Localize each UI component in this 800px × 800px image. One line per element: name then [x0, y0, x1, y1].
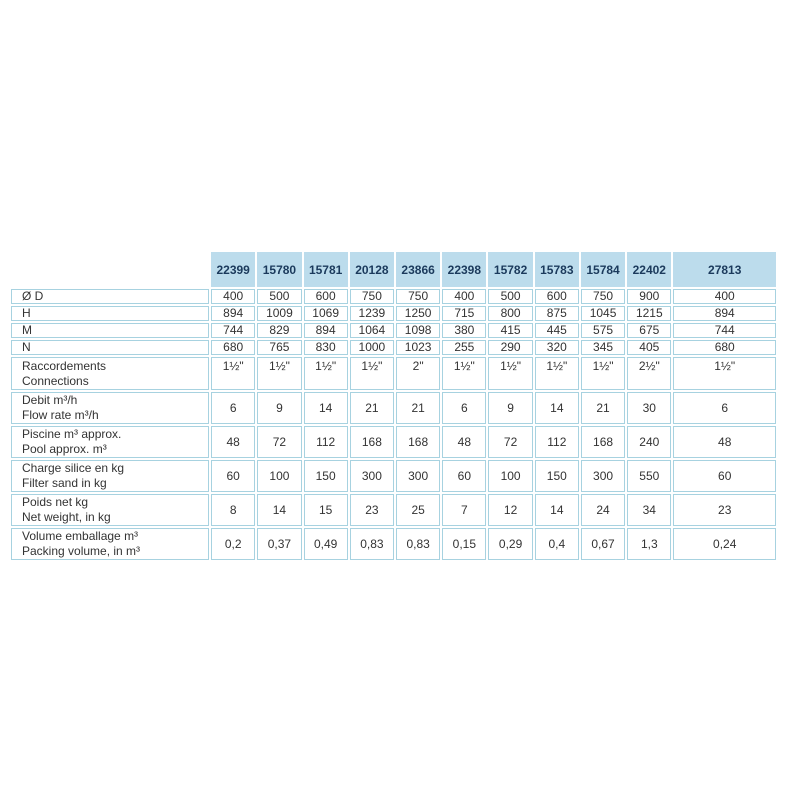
table-cell: 1½"	[442, 357, 486, 390]
model-header: 15783	[535, 252, 579, 287]
table-cell: 112	[535, 426, 579, 458]
table-cell: 1,3	[627, 528, 671, 560]
table-cell: 1239	[350, 306, 394, 321]
row-label-line: Debit m³/h	[22, 393, 78, 407]
table-cell: 112	[304, 426, 348, 458]
table-cell: 1023	[396, 340, 440, 355]
table-cell: 400	[442, 289, 486, 304]
table-cell: 1069	[304, 306, 348, 321]
table-cell: 900	[627, 289, 671, 304]
table-cell: 23	[350, 494, 394, 526]
table-cell: 1098	[396, 323, 440, 338]
table-cell: 1½"	[211, 357, 255, 390]
table-cell: 765	[257, 340, 301, 355]
table-cell: 300	[581, 460, 625, 492]
table-row	[11, 340, 776, 355]
header-corner	[11, 252, 209, 287]
model-header: 15780	[257, 252, 301, 287]
table-cell: 0,4	[535, 528, 579, 560]
table-row	[11, 357, 776, 390]
table-cell: 48	[442, 426, 486, 458]
table-cell: 715	[442, 306, 486, 321]
row-label	[11, 323, 209, 338]
table-cell: 21	[350, 392, 394, 424]
table-cell: 0,29	[488, 528, 532, 560]
table-cell: 0,83	[396, 528, 440, 560]
table-cell: 1½"	[257, 357, 301, 390]
table-cell: 300	[350, 460, 394, 492]
table-cell: 15	[304, 494, 348, 526]
table-cell: 750	[581, 289, 625, 304]
table-cell: 21	[581, 392, 625, 424]
row-label	[11, 357, 209, 390]
table-cell: 405	[627, 340, 671, 355]
table-cell: 400	[211, 289, 255, 304]
table-cell: 1½"	[673, 357, 776, 390]
table-cell: 168	[581, 426, 625, 458]
table-cell: 600	[535, 289, 579, 304]
table-cell: 0,37	[257, 528, 301, 560]
table-cell: 48	[673, 426, 776, 458]
table-cell: 1½"	[581, 357, 625, 390]
row-label-line: N	[22, 340, 31, 354]
row-label	[11, 340, 209, 355]
table-cell: 14	[535, 494, 579, 526]
table-cell: 1215	[627, 306, 671, 321]
table-cell: 6	[442, 392, 486, 424]
table-cell: 60	[211, 460, 255, 492]
table-cell: 744	[673, 323, 776, 338]
table-cell: 8	[211, 494, 255, 526]
row-label-line: Poids net kg	[22, 495, 89, 509]
table-cell: 500	[488, 289, 532, 304]
table-row	[11, 392, 776, 424]
table-cell: 2"	[396, 357, 440, 390]
table-cell: 680	[211, 340, 255, 355]
table-cell: 830	[304, 340, 348, 355]
table-cell: 320	[535, 340, 579, 355]
table-cell: 1½"	[350, 357, 394, 390]
table-cell: 1009	[257, 306, 301, 321]
table-cell: 290	[488, 340, 532, 355]
model-header: 20128	[350, 252, 394, 287]
row-label-line: Pool approx. m³	[22, 442, 107, 456]
table-cell: 1½"	[535, 357, 579, 390]
table-cell: 875	[535, 306, 579, 321]
table-cell: 1250	[396, 306, 440, 321]
table-cell: 744	[211, 323, 255, 338]
spec-table	[9, 250, 778, 562]
table-cell: 2½"	[627, 357, 671, 390]
table-cell: 7	[442, 494, 486, 526]
model-header: 15782	[488, 252, 532, 287]
table-cell: 345	[581, 340, 625, 355]
table-cell: 1½"	[304, 357, 348, 390]
row-label	[11, 494, 209, 526]
table-cell: 750	[350, 289, 394, 304]
table-cell: 240	[627, 426, 671, 458]
table-cell: 380	[442, 323, 486, 338]
model-header: 22398	[442, 252, 486, 287]
row-label	[11, 426, 209, 458]
table-row	[11, 323, 776, 338]
table-cell: 6	[211, 392, 255, 424]
table-cell: 150	[304, 460, 348, 492]
table-cell: 575	[581, 323, 625, 338]
table-cell: 72	[257, 426, 301, 458]
table-cell: 1000	[350, 340, 394, 355]
row-label-line: Charge silice en kg	[22, 461, 125, 475]
table-cell: 300	[396, 460, 440, 492]
table-cell: 60	[673, 460, 776, 492]
table-cell: 72	[488, 426, 532, 458]
table-cell: 0,15	[442, 528, 486, 560]
table-row	[11, 289, 776, 304]
row-label-line: Connections	[22, 374, 89, 388]
row-label-line: Packing volume, in m³	[22, 544, 141, 558]
table-cell: 894	[673, 306, 776, 321]
table-cell: 0,83	[350, 528, 394, 560]
table-cell: 21	[396, 392, 440, 424]
table-cell: 255	[442, 340, 486, 355]
table-cell: 829	[257, 323, 301, 338]
table-cell: 750	[396, 289, 440, 304]
table-cell: 100	[257, 460, 301, 492]
row-label	[11, 289, 209, 304]
table-cell: 1045	[581, 306, 625, 321]
table-cell: 48	[211, 426, 255, 458]
table-cell: 800	[488, 306, 532, 321]
model-header: 27813	[673, 252, 776, 287]
model-header: 22402	[627, 252, 671, 287]
table-row	[11, 306, 776, 321]
table-cell: 14	[304, 392, 348, 424]
model-header: 22399	[211, 252, 255, 287]
model-header: 15781	[304, 252, 348, 287]
table-cell: 894	[211, 306, 255, 321]
table-cell: 0,24	[673, 528, 776, 560]
table-cell: 894	[304, 323, 348, 338]
table-cell: 14	[257, 494, 301, 526]
table-cell: 30	[627, 392, 671, 424]
model-header: 15784	[581, 252, 625, 287]
row-label-line: Raccordements	[22, 359, 107, 373]
table-cell: 445	[535, 323, 579, 338]
table-cell: 24	[581, 494, 625, 526]
table-cell: 415	[488, 323, 532, 338]
table-cell: 600	[304, 289, 348, 304]
row-label	[11, 306, 209, 321]
row-label-line: Net weight, in kg	[22, 510, 111, 524]
row-label-line: Filter sand in kg	[22, 476, 107, 490]
table-cell: 0,67	[581, 528, 625, 560]
table-cell: 12	[488, 494, 532, 526]
row-label-line: Volume emballage m³	[22, 529, 139, 543]
row-label	[11, 392, 209, 424]
row-label-line: Piscine m³ approx.	[22, 427, 122, 441]
table-cell: 9	[488, 392, 532, 424]
row-label-line: Flow rate m³/h	[22, 408, 99, 422]
row-label-line: H	[22, 306, 31, 320]
model-header: 23866	[396, 252, 440, 287]
table-cell: 14	[535, 392, 579, 424]
table-cell: 34	[627, 494, 671, 526]
table-row	[11, 426, 776, 458]
row-label	[11, 528, 209, 560]
table-cell: 23	[673, 494, 776, 526]
table-cell: 1064	[350, 323, 394, 338]
table-row	[11, 460, 776, 492]
table-cell: 100	[488, 460, 532, 492]
table-cell: 6	[673, 392, 776, 424]
table-cell: 680	[673, 340, 776, 355]
table-cell: 675	[627, 323, 671, 338]
table-cell: 25	[396, 494, 440, 526]
table-cell: 168	[396, 426, 440, 458]
table-cell: 9	[257, 392, 301, 424]
row-label-line: Ø D	[22, 289, 44, 303]
table-cell: 60	[442, 460, 486, 492]
table-cell: 150	[535, 460, 579, 492]
table-cell: 400	[673, 289, 776, 304]
table-row	[11, 528, 776, 560]
table-row	[11, 494, 776, 526]
row-label	[11, 460, 209, 492]
table-cell: 1½"	[488, 357, 532, 390]
table-cell: 0,49	[304, 528, 348, 560]
table-cell: 0,2	[211, 528, 255, 560]
header-row	[11, 252, 776, 287]
table-cell: 500	[257, 289, 301, 304]
table-cell: 550	[627, 460, 671, 492]
row-label-line: M	[22, 323, 32, 337]
table-cell: 168	[350, 426, 394, 458]
